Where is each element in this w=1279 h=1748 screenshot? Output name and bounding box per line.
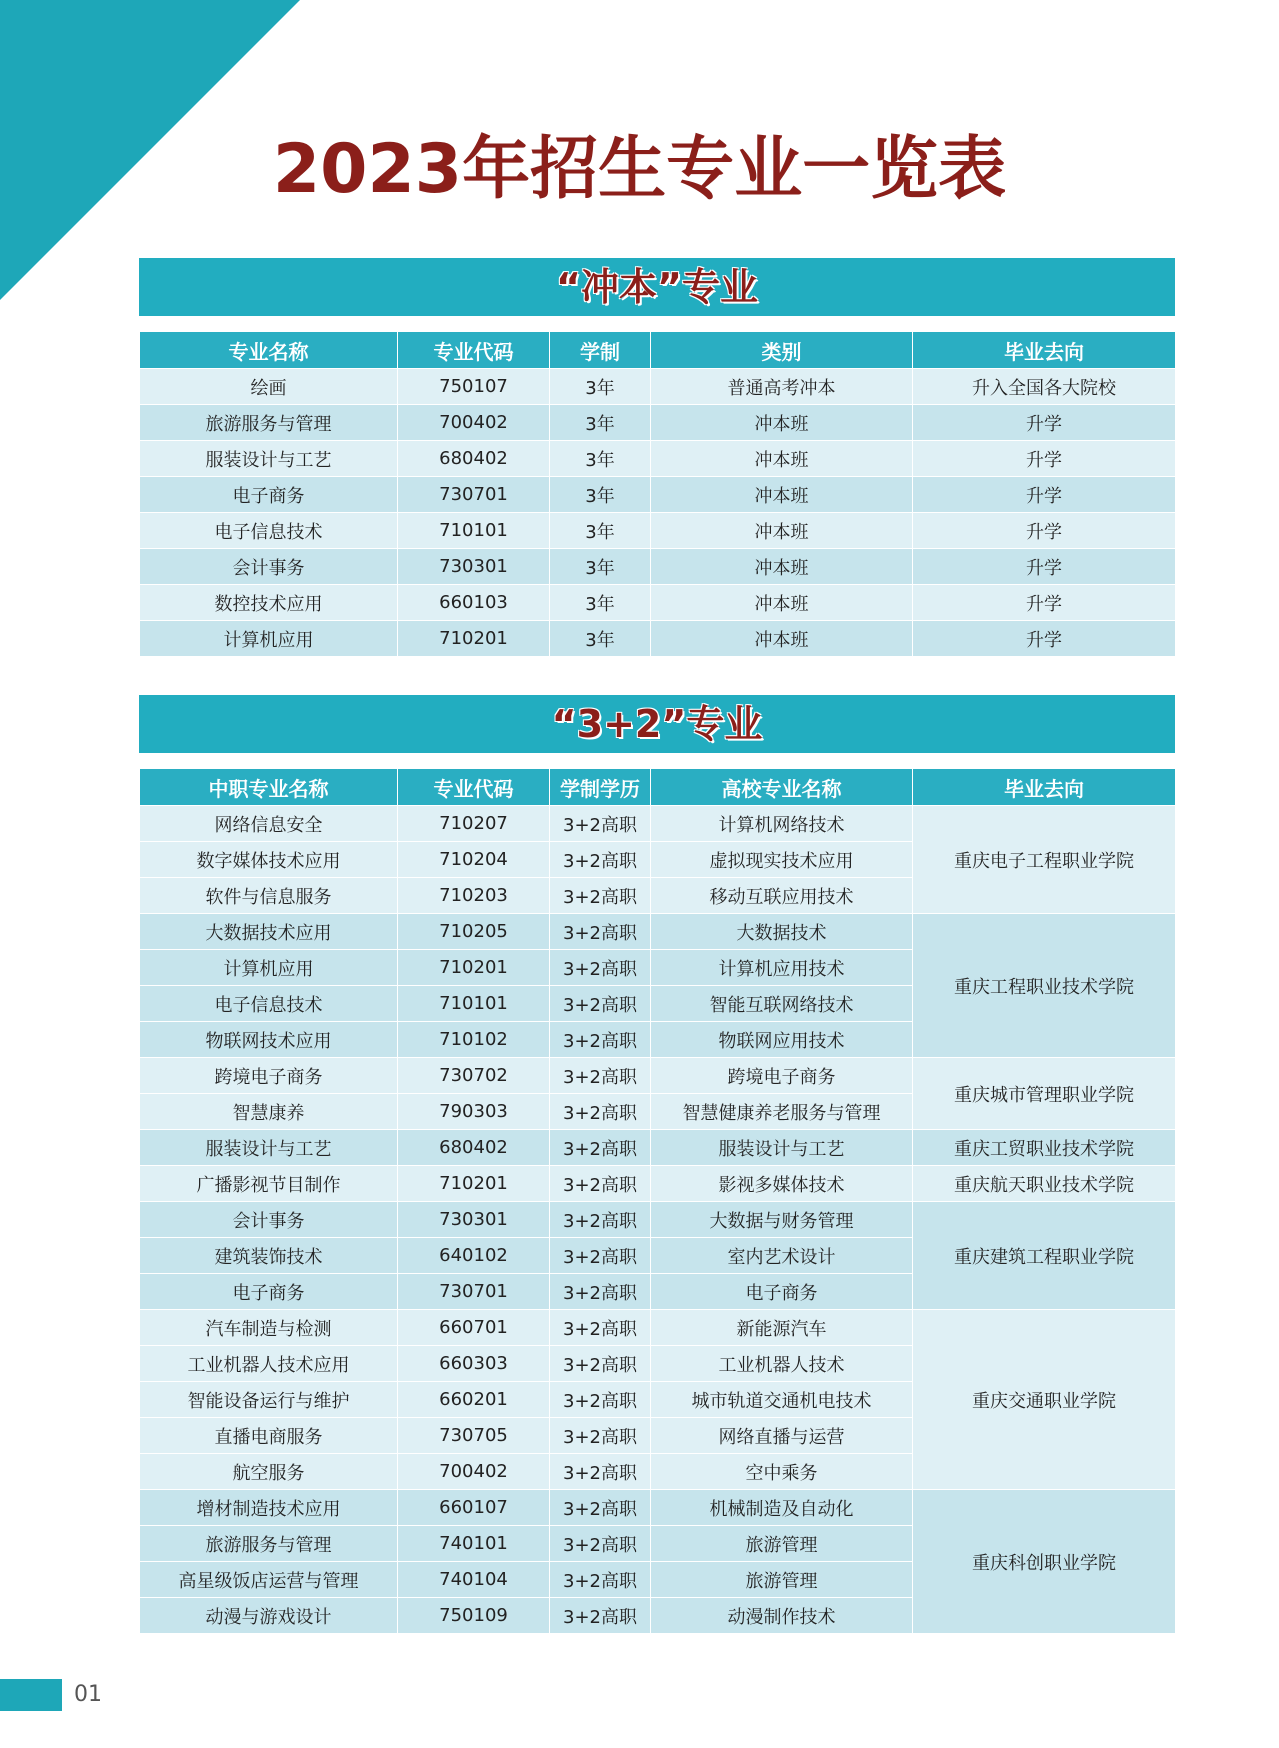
table-cell: 冲本班: [651, 477, 913, 513]
table-row: [140, 441, 1176, 477]
table-row: [140, 585, 1176, 621]
table-cell: 旅游管理: [651, 1526, 913, 1562]
destination-cell: 重庆建筑工程职业学院: [913, 1202, 1176, 1310]
table-cell: 3年: [550, 441, 651, 477]
table-cell: 服装设计与工艺: [140, 1130, 398, 1166]
table-cell: 旅游服务与管理: [140, 1526, 398, 1562]
table-cell: 航空服务: [140, 1454, 398, 1490]
table-cell: 3年: [550, 405, 651, 441]
table-cell: 660107: [398, 1490, 550, 1526]
table-row: [140, 1202, 1176, 1238]
table-3plus2: [139, 768, 1176, 1634]
table-cell: 3+2高职: [550, 1598, 651, 1634]
table-cell: 大数据技术应用: [140, 914, 398, 950]
table-cell: 数控技术应用: [140, 585, 398, 621]
table-row: [140, 621, 1176, 657]
table-cell: 冲本班: [651, 621, 913, 657]
table-cell: 升学: [913, 621, 1176, 657]
table-cell: 工业机器人技术: [651, 1346, 913, 1382]
table-cell: 3年: [550, 477, 651, 513]
page-number-bar: [0, 1679, 62, 1711]
table-cell: 710201: [398, 1166, 550, 1202]
table-cell: 冲本班: [651, 585, 913, 621]
table-cell: 移动互联应用技术: [651, 878, 913, 914]
table-cell: 3+2高职: [550, 1526, 651, 1562]
table-cell: 机械制造及自动化: [651, 1490, 913, 1526]
table-cell: 700402: [398, 405, 550, 441]
table-cell: 700402: [398, 1454, 550, 1490]
table-cell: 物联网技术应用: [140, 1022, 398, 1058]
header-cell: 学制: [550, 332, 651, 369]
table-cell: 3+2高职: [550, 1310, 651, 1346]
table-cell: 710102: [398, 1022, 550, 1058]
table-cell: 730301: [398, 549, 550, 585]
table-cell: 710203: [398, 878, 550, 914]
table-cell: 汽车制造与检测: [140, 1310, 398, 1346]
table-cell: 660103: [398, 585, 550, 621]
table-cell: 建筑装饰技术: [140, 1238, 398, 1274]
table-row: [140, 1130, 1176, 1166]
table-cell: 660201: [398, 1382, 550, 1418]
table-cell: 旅游服务与管理: [140, 405, 398, 441]
table-cell: 3+2高职: [550, 842, 651, 878]
table-cell: 室内艺术设计: [651, 1238, 913, 1274]
table-cell: 服装设计与工艺: [140, 441, 398, 477]
table-cell: 工业机器人技术应用: [140, 1346, 398, 1382]
table-cell: 跨境电子商务: [651, 1058, 913, 1094]
table-row: [140, 1166, 1176, 1202]
table-cell: 软件与信息服务: [140, 878, 398, 914]
table-cell: 3+2高职: [550, 806, 651, 842]
table-cell: 790303: [398, 1094, 550, 1130]
table-cell: 增材制造技术应用: [140, 1490, 398, 1526]
destination-cell: 重庆交通职业学院: [913, 1310, 1176, 1490]
table-cell: 3年: [550, 513, 651, 549]
table-cell: 升入全国各大院校: [913, 369, 1176, 405]
table-cell: 3+2高职: [550, 1058, 651, 1094]
table-cell: 绘画: [140, 369, 398, 405]
table-cell: 电子商务: [140, 477, 398, 513]
table-cell: 3+2高职: [550, 1202, 651, 1238]
page-number: 01: [74, 1682, 102, 1707]
table-cell: 会计事务: [140, 1202, 398, 1238]
table-cell: 城市轨道交通机电技术: [651, 1382, 913, 1418]
table-cell: 升学: [913, 441, 1176, 477]
table-cell: 升学: [913, 549, 1176, 585]
table-cell: 智能互联网络技术: [651, 986, 913, 1022]
table-cell: 3年: [550, 369, 651, 405]
table-cell: 冲本班: [651, 441, 913, 477]
table-cell: 网络直播与运营: [651, 1418, 913, 1454]
table-cell: 普通高考冲本: [651, 369, 913, 405]
destination-cell: 重庆工程职业技术学院: [913, 914, 1176, 1058]
table-header-row: [140, 769, 1176, 806]
table-row: [140, 1058, 1176, 1094]
table-cell: 智慧康养: [140, 1094, 398, 1130]
table-cell: 升学: [913, 405, 1176, 441]
table-cell: 710201: [398, 621, 550, 657]
table-cell: 740104: [398, 1562, 550, 1598]
table-cell: 3+2高职: [550, 1130, 651, 1166]
table-cell: 3+2高职: [550, 914, 651, 950]
table-cell: 750109: [398, 1598, 550, 1634]
table-cell: 660303: [398, 1346, 550, 1382]
header-cell: 专业代码: [398, 769, 550, 806]
header-cell: 专业代码: [398, 332, 550, 369]
table-row: [140, 405, 1176, 441]
table-cell: 服装设计与工艺: [651, 1130, 913, 1166]
header-cell: 类别: [651, 332, 913, 369]
table-cell: 动漫制作技术: [651, 1598, 913, 1634]
table-cell: 计算机应用技术: [651, 950, 913, 986]
table-cell: 高星级饭店运营与管理: [140, 1562, 398, 1598]
table-cell: 640102: [398, 1238, 550, 1274]
table-row: [140, 914, 1176, 950]
destination-cell: 重庆航天职业技术学院: [913, 1166, 1176, 1202]
table-cell: 3+2高职: [550, 1454, 651, 1490]
table-chongben: [139, 331, 1176, 657]
table-cell: 冲本班: [651, 513, 913, 549]
table-cell: 物联网应用技术: [651, 1022, 913, 1058]
section-heading-3plus2: “3+2”专业: [139, 695, 1175, 753]
table-cell: 跨境电子商务: [140, 1058, 398, 1094]
table-cell: 电子信息技术: [140, 513, 398, 549]
table-cell: 730701: [398, 477, 550, 513]
table-cell: 电子信息技术: [140, 986, 398, 1022]
destination-cell: 重庆工贸职业技术学院: [913, 1130, 1176, 1166]
table-cell: 680402: [398, 441, 550, 477]
section-heading-chongben: “冲本”专业: [139, 258, 1175, 316]
table-cell: 空中乘务: [651, 1454, 913, 1490]
table-row: [140, 549, 1176, 585]
table-row: [140, 477, 1176, 513]
table-cell: 710101: [398, 986, 550, 1022]
table-row: [140, 1490, 1176, 1526]
section-chongben: [139, 258, 1175, 657]
table-cell: 3+2高职: [550, 878, 651, 914]
table-cell: 网络信息安全: [140, 806, 398, 842]
table-cell: 660701: [398, 1310, 550, 1346]
table-cell: 3+2高职: [550, 950, 651, 986]
table-cell: 虚拟现实技术应用: [651, 842, 913, 878]
table-cell: 3+2高职: [550, 1274, 651, 1310]
table-cell: 会计事务: [140, 549, 398, 585]
table-cell: 740101: [398, 1526, 550, 1562]
table-cell: 升学: [913, 513, 1176, 549]
header-cell: 毕业去向: [913, 769, 1176, 806]
table-cell: 冲本班: [651, 549, 913, 585]
table-cell: 新能源汽车: [651, 1310, 913, 1346]
table-cell: 710101: [398, 513, 550, 549]
table-cell: 3+2高职: [550, 1166, 651, 1202]
table-cell: 智能设备运行与维护: [140, 1382, 398, 1418]
table-cell: 3+2高职: [550, 1238, 651, 1274]
table-cell: 影视多媒体技术: [651, 1166, 913, 1202]
table-cell: 710205: [398, 914, 550, 950]
header-cell: 中职专业名称: [140, 769, 398, 806]
table-cell: 3+2高职: [550, 1382, 651, 1418]
header-cell: 高校专业名称: [651, 769, 913, 806]
table-cell: 3年: [550, 585, 651, 621]
table-cell: 730701: [398, 1274, 550, 1310]
table-cell: 3+2高职: [550, 1562, 651, 1598]
header-cell: 学制学历: [550, 769, 651, 806]
table-cell: 旅游管理: [651, 1562, 913, 1598]
table-cell: 710201: [398, 950, 550, 986]
table-cell: 3+2高职: [550, 1022, 651, 1058]
table-cell: 动漫与游戏设计: [140, 1598, 398, 1634]
table-cell: 750107: [398, 369, 550, 405]
table-cell: 730702: [398, 1058, 550, 1094]
table-cell: 3+2高职: [550, 1094, 651, 1130]
table-cell: 升学: [913, 585, 1176, 621]
header-cell: 专业名称: [140, 332, 398, 369]
table-cell: 3年: [550, 549, 651, 585]
table-cell: 数字媒体技术应用: [140, 842, 398, 878]
table-cell: 计算机应用: [140, 950, 398, 986]
table-cell: 3+2高职: [550, 1346, 651, 1382]
table-cell: 电子商务: [651, 1274, 913, 1310]
table-cell: 电子商务: [140, 1274, 398, 1310]
table-cell: 3+2高职: [550, 986, 651, 1022]
table-row: [140, 806, 1176, 842]
table-cell: 710207: [398, 806, 550, 842]
table-cell: 计算机应用: [140, 621, 398, 657]
page-title: 2023年招生专业一览表: [272, 130, 1007, 209]
destination-cell: 重庆电子工程职业学院: [913, 806, 1176, 914]
table-cell: 智慧健康养老服务与管理: [651, 1094, 913, 1130]
table-cell: 冲本班: [651, 405, 913, 441]
table-cell: 大数据与财务管理: [651, 1202, 913, 1238]
table-cell: 730705: [398, 1418, 550, 1454]
destination-cell: 重庆科创职业学院: [913, 1490, 1176, 1634]
table-cell: 3年: [550, 621, 651, 657]
table-cell: 升学: [913, 477, 1176, 513]
table-cell: 大数据技术: [651, 914, 913, 950]
table-cell: 710204: [398, 842, 550, 878]
table-cell: 3+2高职: [550, 1418, 651, 1454]
table-row: [140, 369, 1176, 405]
table-cell: 730301: [398, 1202, 550, 1238]
section-3plus2: [139, 695, 1175, 1634]
table-cell: 直播电商服务: [140, 1418, 398, 1454]
table-row: [140, 513, 1176, 549]
table-header-row: [140, 332, 1176, 369]
table-cell: 计算机网络技术: [651, 806, 913, 842]
table-cell: 680402: [398, 1130, 550, 1166]
destination-cell: 重庆城市管理职业学院: [913, 1058, 1176, 1130]
table-row: [140, 1310, 1176, 1346]
table-cell: 3+2高职: [550, 1490, 651, 1526]
table-cell: 广播影视节目制作: [140, 1166, 398, 1202]
header-cell: 毕业去向: [913, 332, 1176, 369]
